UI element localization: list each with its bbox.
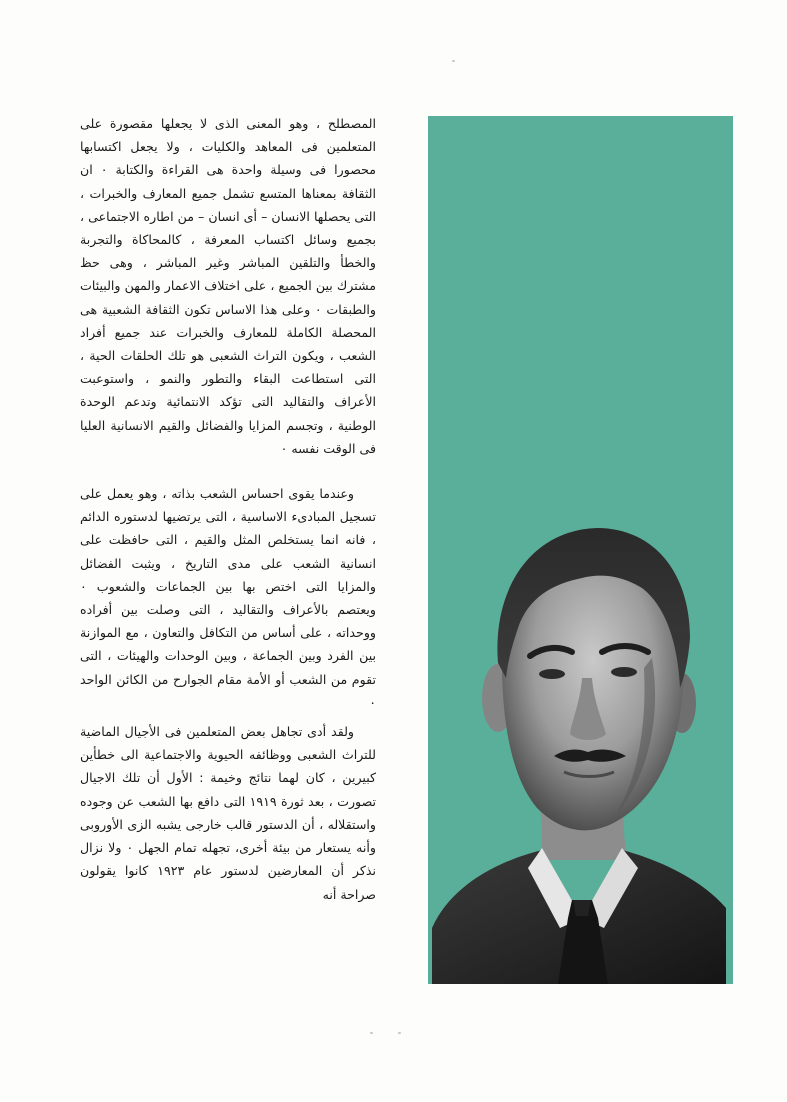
paragraph-past-generations: ولقد أدى تجاهل بعض المتعلمين فى الأجيال الماضية للتراث الشعبى ووظائفه الحيوية والاجتماعية الى خطأين كبيرين ، كان لهما نتائج وخيمة : الأول أن تلك الاجيال تصورت ، بعد ثورة ١٩١٩ التى دافع بها الشعب عن وجوده واستقلاله ، أن الدستور قالب خارجى يشبه الزى الأوروبى وأنه يستعار من بيئة أخرى، تجهله تمام الجهل ٠ ولا نزال نذكر أن المعارضين لدستور عام ١٩٢٣ كانوا يقولون صراحة أنه (80, 724, 376, 902)
paragraph-constitution: وعندما يقوى احساس الشعب بذاته ، وهو يعمل على تسجيل المبادىء الاساسية ، التى يرتضيها لدستوره الدائم ، فانه انما يستخلص المثل والقيم ، التى حافظت على انسانية الشعب على مدى التاريخ ، ويثبت الفضائل والمزايا التى اختص بها بين الجماعات والشعوب ٠ ويعتصم بالأعراف والتقاليد ، التى وصلت بين أفراده ووحداته ، على أساس من التكافل والتعاون ، مع الموازنة بين الفرد وبين الجماعة ، وبين الوحدات والهيئات ، التى تقوم من الشعب أو الأمة مقام الجوارح من الكائن الواحد ٠ (80, 486, 376, 710)
paragraph-culture-definition: المصطلح ، وهو المعنى الذى لا يجعلها مقصورة على المتعلمين فى المعاهد والكليات ، ولا يجعل اكتسابها محصورا فى وسيلة واحدة هى القراءة والكتابة ٠ ان الثقافة بمعناها المتسع تشمل جميع المعارف والخبرات ، التى يحصلها الانسان – أى انسان – من اطاره الاجتماعى ، بجميع وسائل اكتساب المعرفة ، كالمحاكاة والتجربة والخطأ والتلقين المباشر وغير المباشر ، وهى حظ مشترك بين الجميع ، على اختلاف الاعمار والمهن والبيئات والطبقات ٠ وعلى هذا الاساس تكون الثقافة الشعبية هى المحصلة الكاملة للمعارف والخبرات عند جميع أفراد الشعب ، ويكون التراث الشعبى هو تلك الحلقات الحية ، التى استطاعت البقاء والتطور والنمو ، واستوعبت الأعراف والتقاليد التى تؤكد الانتمائية وتدعم الوحدة الوطنية ، وتجسم المزايا والفضائل والقيم الانسانية العليا فى الوقت نفسه ٠ (80, 116, 376, 456)
portrait-illustration (432, 488, 726, 984)
paper-speck (452, 60, 455, 62)
portrait-photo (432, 488, 726, 984)
article-text-column (80, 112, 376, 906)
paper-speck (398, 1032, 401, 1034)
paper-speck (370, 1032, 373, 1034)
